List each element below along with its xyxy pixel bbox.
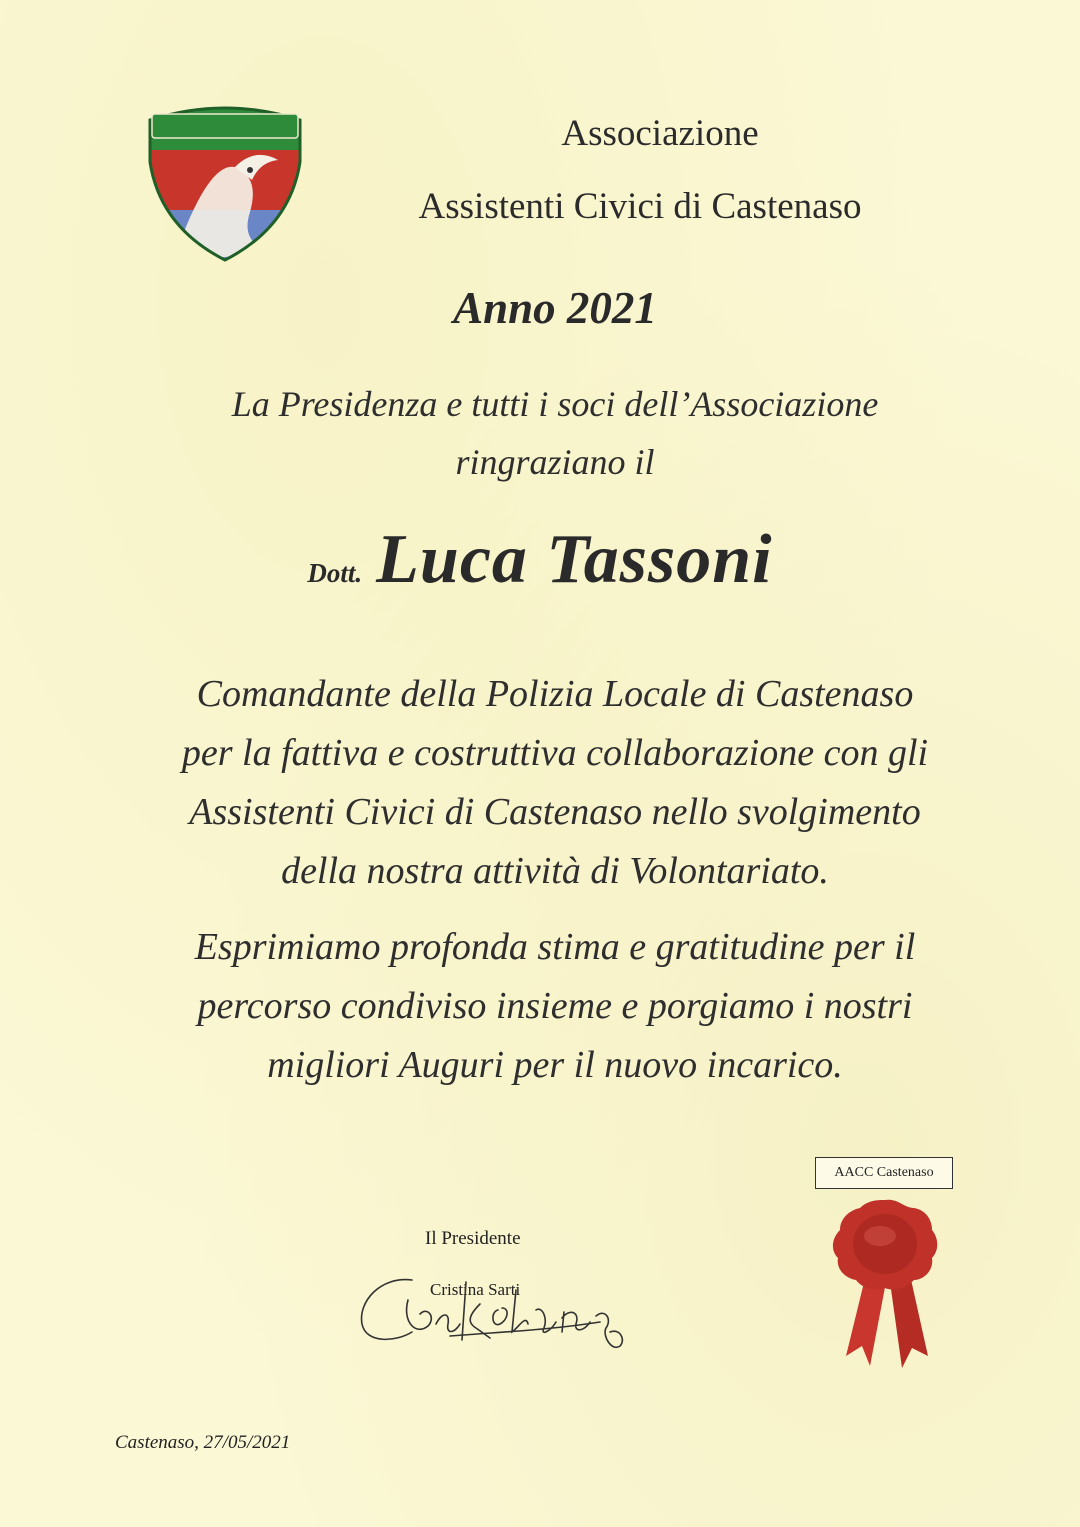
paragraph-line: Comandante della Polizia Locale di Castenaso bbox=[196, 673, 914, 715]
dedication-paragraph bbox=[90, 665, 1020, 901]
paragraph-line: percorso condiviso insieme e porgiamo i nostri bbox=[197, 985, 913, 1027]
wishes-paragraph bbox=[90, 918, 1020, 1095]
paragraph-line: Esprimiamo profonda stima e gratitudine per il bbox=[194, 926, 916, 968]
paragraph-line: Assistenti Civici di Castenaso nello svolgimento bbox=[189, 791, 921, 833]
intro-line: La Presidenza e tutti i soci dell’Associazione bbox=[231, 384, 879, 424]
year-heading: Anno 2021 bbox=[453, 283, 657, 333]
place-and-date: Castenaso, 27/05/2021 bbox=[115, 1432, 291, 1453]
association-label: Associazione bbox=[561, 113, 759, 154]
honoree-title: Dott. bbox=[307, 558, 363, 588]
president-name: Cristina Sarti bbox=[430, 1280, 521, 1299]
handwritten-signature bbox=[350, 1262, 640, 1362]
paragraph-line: per la fattiva e costruttiva collaborazione con gli bbox=[181, 732, 929, 774]
honoree-name: Luca Tassoni bbox=[376, 521, 773, 598]
president-role: Il Presidente bbox=[425, 1228, 521, 1249]
wax-seal-icon bbox=[828, 1196, 943, 1386]
paragraph-line: migliori Auguri per il nuovo incarico. bbox=[267, 1044, 843, 1086]
intro-text bbox=[100, 375, 1010, 491]
paragraph-line: della nostra attività di Volontariato. bbox=[281, 850, 829, 892]
association-name: Assistenti Civici di Castenaso bbox=[418, 186, 862, 227]
stamp-label: AACC Castenaso bbox=[815, 1157, 953, 1189]
honoree bbox=[0, 520, 1080, 600]
intro-line: ringraziano il bbox=[455, 442, 655, 482]
assistenti-civici-logo bbox=[140, 92, 310, 264]
